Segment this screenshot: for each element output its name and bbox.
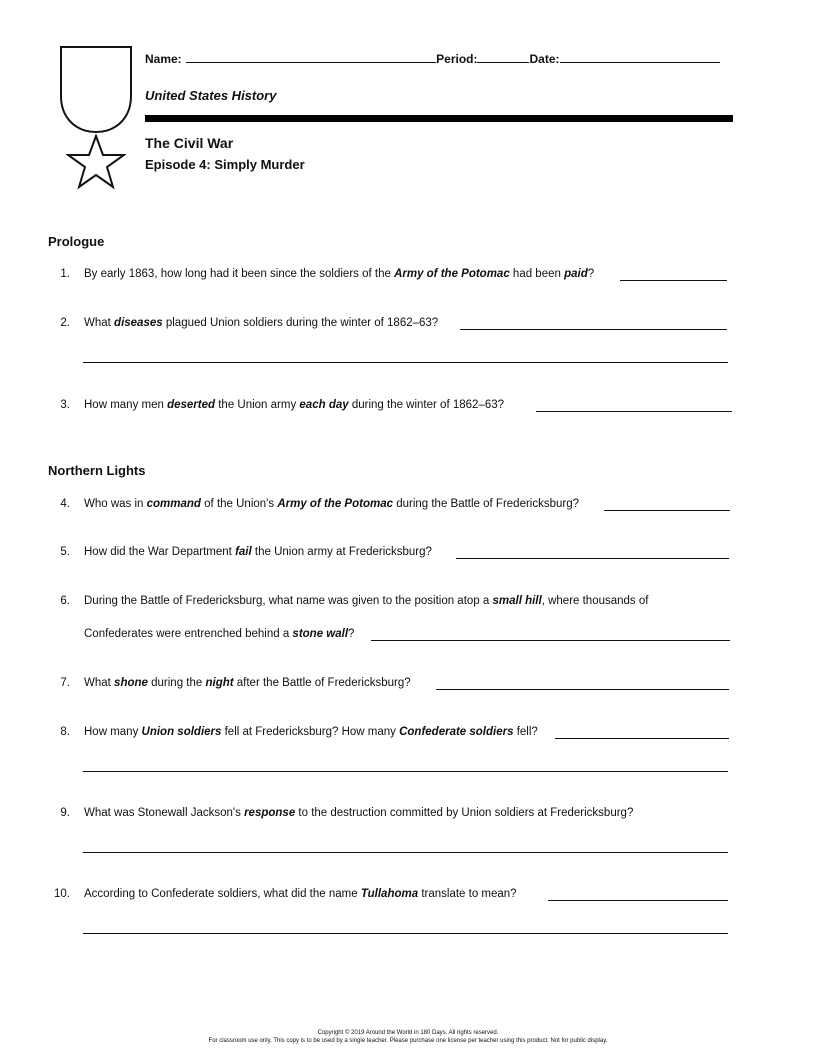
question-number: 3. bbox=[60, 399, 70, 411]
emphasis-term: response bbox=[244, 807, 296, 819]
question-text-run: ? bbox=[587, 268, 595, 280]
emphasis-term: Army of the Potomac bbox=[277, 498, 393, 510]
question-text-run: of the Union's bbox=[200, 498, 278, 510]
question-text bbox=[84, 888, 517, 900]
question-text-run: What bbox=[84, 317, 115, 329]
page-subtitle: Episode 4: Simply Murder bbox=[145, 157, 305, 172]
section-heading-prologue: Prologue bbox=[48, 234, 105, 249]
date-label: Date: bbox=[529, 52, 560, 66]
emphasis-term: Union soldiers bbox=[141, 726, 222, 738]
question-text-run: during the winter of 1862–63? bbox=[348, 399, 505, 411]
question-number: 10. bbox=[54, 888, 70, 900]
answer-line[interactable] bbox=[604, 510, 730, 511]
question-number: 7. bbox=[60, 677, 70, 689]
answer-line[interactable] bbox=[620, 280, 727, 281]
copyright-line-1: Copyright © 2019 Around the World in 180 Days. All rights reserved. bbox=[317, 1030, 499, 1036]
page-title: The Civil War bbox=[145, 135, 234, 151]
question-text-run: the Union army bbox=[215, 399, 300, 411]
date-field[interactable] bbox=[560, 50, 720, 63]
answer-line[interactable] bbox=[456, 558, 729, 559]
question-number: 8. bbox=[60, 726, 70, 738]
question-text-run: after the Battle of Fredericksburg? bbox=[233, 677, 411, 689]
question-text bbox=[84, 677, 411, 689]
question-text bbox=[84, 546, 432, 558]
answer-line[interactable] bbox=[83, 362, 728, 363]
question-text-run: during the bbox=[147, 677, 206, 689]
shield-icon bbox=[58, 44, 136, 136]
question-text-run: plagued Union soldiers during the winter of 1862–63? bbox=[162, 317, 439, 329]
question-text-run: How did the War Department bbox=[84, 546, 236, 558]
question-text-run: What bbox=[84, 677, 115, 689]
emphasis-term: each day bbox=[299, 399, 349, 411]
period-field[interactable] bbox=[477, 50, 529, 63]
question-text-run: During the Battle of Fredericksburg, what name was given to the position atop a bbox=[84, 595, 493, 607]
answer-line[interactable] bbox=[460, 329, 727, 330]
question-text-run: What was Stonewall Jackson's bbox=[84, 807, 245, 819]
question-text-run: fell? bbox=[513, 726, 538, 738]
emphasis-term: command bbox=[146, 498, 201, 510]
question-text-run: ? bbox=[348, 628, 355, 640]
question-text-run: How many men bbox=[84, 399, 168, 411]
emphasis-term: diseases bbox=[114, 317, 163, 329]
question-number: 1. bbox=[60, 268, 70, 280]
question-text bbox=[84, 628, 354, 640]
copyright-line-2: For classroom use only. This copy is to be used by a single teacher. Please purchase one license per teacher using this product. Not for public display. bbox=[208, 1038, 608, 1044]
answer-line[interactable] bbox=[83, 771, 728, 772]
question-text-run: Who was in bbox=[84, 498, 147, 510]
question-text-run: How many bbox=[84, 726, 142, 738]
question-text-run: the Union army at Fredericksburg? bbox=[251, 546, 432, 558]
question-number: 9. bbox=[60, 807, 70, 819]
section-heading-northern-lights: Northern Lights bbox=[48, 463, 146, 478]
question-text bbox=[84, 317, 438, 329]
answer-line[interactable] bbox=[371, 640, 730, 641]
question-text-run: According to Confederate soldiers, what did the name bbox=[84, 888, 361, 900]
question-number: 6. bbox=[60, 595, 70, 607]
emphasis-term: Army of the Potomac bbox=[394, 268, 510, 280]
question-text bbox=[84, 498, 579, 510]
emphasis-term: small hill bbox=[492, 595, 542, 607]
question-text-run: had been bbox=[509, 268, 565, 280]
question-text-run: during the Battle of Fredericksburg? bbox=[393, 498, 580, 510]
answer-line[interactable] bbox=[436, 689, 729, 690]
answer-line[interactable] bbox=[548, 900, 728, 901]
answer-line[interactable] bbox=[83, 852, 728, 853]
name-label: Name: bbox=[145, 52, 182, 66]
question-text-run: fell at Fredericksburg? How many bbox=[221, 726, 400, 738]
title-rule bbox=[145, 115, 733, 122]
question-text bbox=[84, 726, 538, 738]
question-number: 4. bbox=[60, 498, 70, 510]
emphasis-term: paid bbox=[564, 268, 588, 280]
question-text bbox=[84, 399, 504, 411]
question-text-run: translate to mean? bbox=[418, 888, 517, 900]
emphasis-term: Tullahoma bbox=[360, 888, 419, 900]
period-label: Period: bbox=[436, 52, 478, 66]
question-text-run: , where thousands of bbox=[541, 595, 649, 607]
question-number: 2. bbox=[60, 317, 70, 329]
question-text bbox=[84, 268, 594, 280]
emphasis-term: night bbox=[205, 677, 234, 689]
star-icon bbox=[66, 134, 126, 190]
question-text-run: to the destruction committed by Union soldiers at Fredericksburg? bbox=[295, 807, 634, 819]
answer-line[interactable] bbox=[555, 738, 729, 739]
name-field[interactable] bbox=[186, 50, 436, 63]
question-text bbox=[84, 595, 648, 607]
question-text-run: By early 1863, how long had it been since the soldiers of the bbox=[84, 268, 395, 280]
emphasis-term: stone wall bbox=[292, 628, 349, 640]
emphasis-term: shone bbox=[114, 677, 148, 689]
question-text-run: Confederates were entrenched behind a bbox=[84, 628, 293, 640]
question-number: 5. bbox=[60, 546, 70, 558]
emphasis-term: deserted bbox=[167, 399, 216, 411]
emphasis-term: fail bbox=[235, 546, 252, 558]
course-name: United States History bbox=[145, 88, 277, 103]
answer-line[interactable] bbox=[83, 933, 728, 934]
emphasis-term: Confederate soldiers bbox=[399, 726, 514, 738]
student-info-row bbox=[145, 50, 745, 68]
answer-line[interactable] bbox=[536, 411, 732, 412]
question-text bbox=[84, 807, 633, 819]
